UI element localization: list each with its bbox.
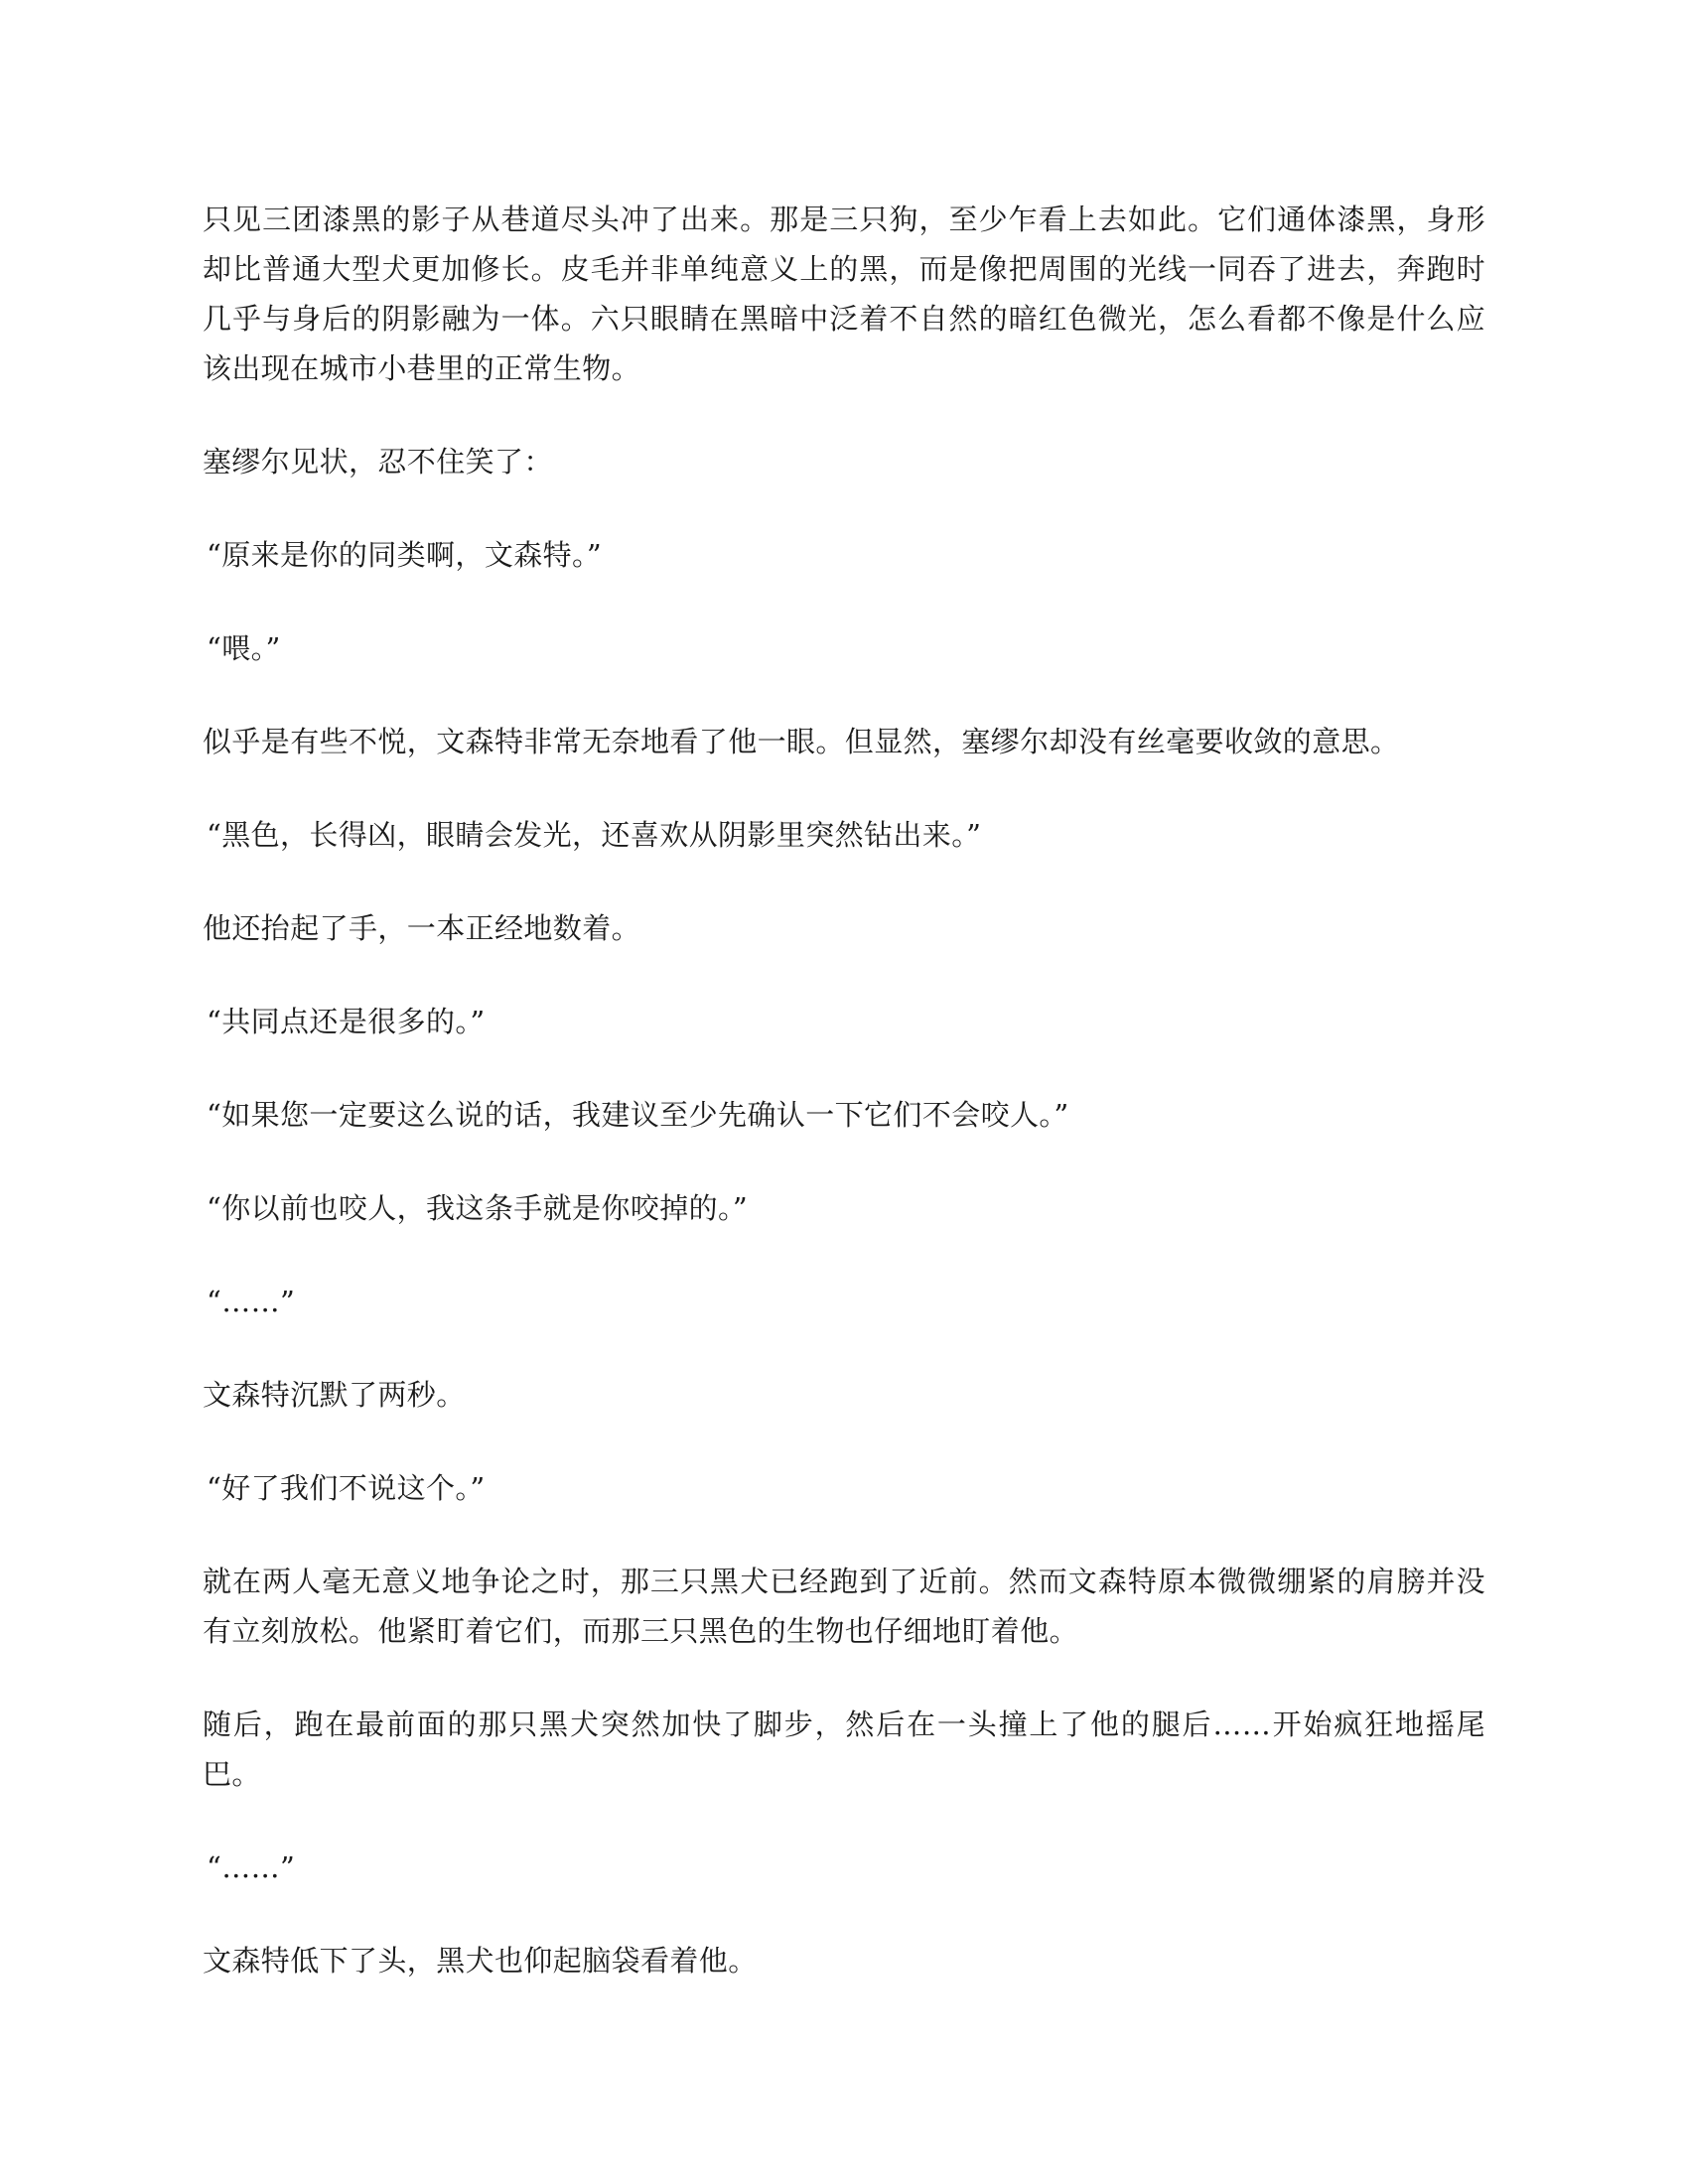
dialogue-line: “……” <box>207 1285 296 1318</box>
dialogue-line: “黑色，长得凶，眼睛会发光，还喜欢从阴影里突然钻出来。” <box>207 818 982 852</box>
document-page <box>203 195 1485 2029</box>
dialogue-line: “好了我们不说这个。” <box>207 1471 486 1505</box>
narrative-paragraph: 随后，跑在最前面的那只黑犬突然加快了脚步，然后在一头撞上了他的腿后……开始疯狂地摇尾巴。 <box>203 1707 1485 1791</box>
narrative-paragraph: 文森特低下了头，黑犬也仰起脑袋看着他。 <box>203 1944 758 1978</box>
dialogue-line: “如果您一定要这么说的话，我建议至少先确认一下它们不会咬人。” <box>207 1098 1069 1132</box>
narrative-paragraph: 似乎是有些不悦，文森特非常无奈地看了他一眼。但显然，塞缪尔却没有丝毫要收敛的意思。 <box>203 725 1400 758</box>
narrative-paragraph: 塞缪尔见状，忍不住笑了： <box>203 445 553 478</box>
narrative-paragraph: 他还抬起了手，一本正经地数着。 <box>203 911 641 945</box>
dialogue-line: “共同点还是很多的。” <box>207 1005 486 1038</box>
dialogue-line: “……” <box>207 1850 296 1884</box>
narrative-paragraph: 文森特沉默了两秒。 <box>203 1378 466 1412</box>
narrative-paragraph: 就在两人毫无意义地争论之时，那三只黑犬已经跑到了近前。然而文森特原本微微绷紧的肩膀并没有立刻放松。他紧盯着它们，而那三只黑色的生物也仔细地盯着他。 <box>203 1565 1485 1648</box>
narrative-paragraph: 只见三团漆黑的影子从巷道尽头冲了出来。那是三只狗，至少乍看上去如此。它们通体漆黑，身形却比普通大型犬更加修长。皮毛并非单纯意义上的黑，而是像把周围的光线一同吞了进去，奔跑时几乎与身后的阴影融为一体。六只眼睛在黑暗中泛着不自然的暗红色微光，怎么看都不像是什么应该出现在城市小巷里的正常生物。 <box>203 203 1485 385</box>
dialogue-line: “你以前也咬人，我这条手就是你咬掉的。” <box>207 1191 749 1225</box>
dialogue-line: “原来是你的同类啊，文森特。” <box>207 538 603 572</box>
dialogue-line: “喂。” <box>207 631 281 665</box>
